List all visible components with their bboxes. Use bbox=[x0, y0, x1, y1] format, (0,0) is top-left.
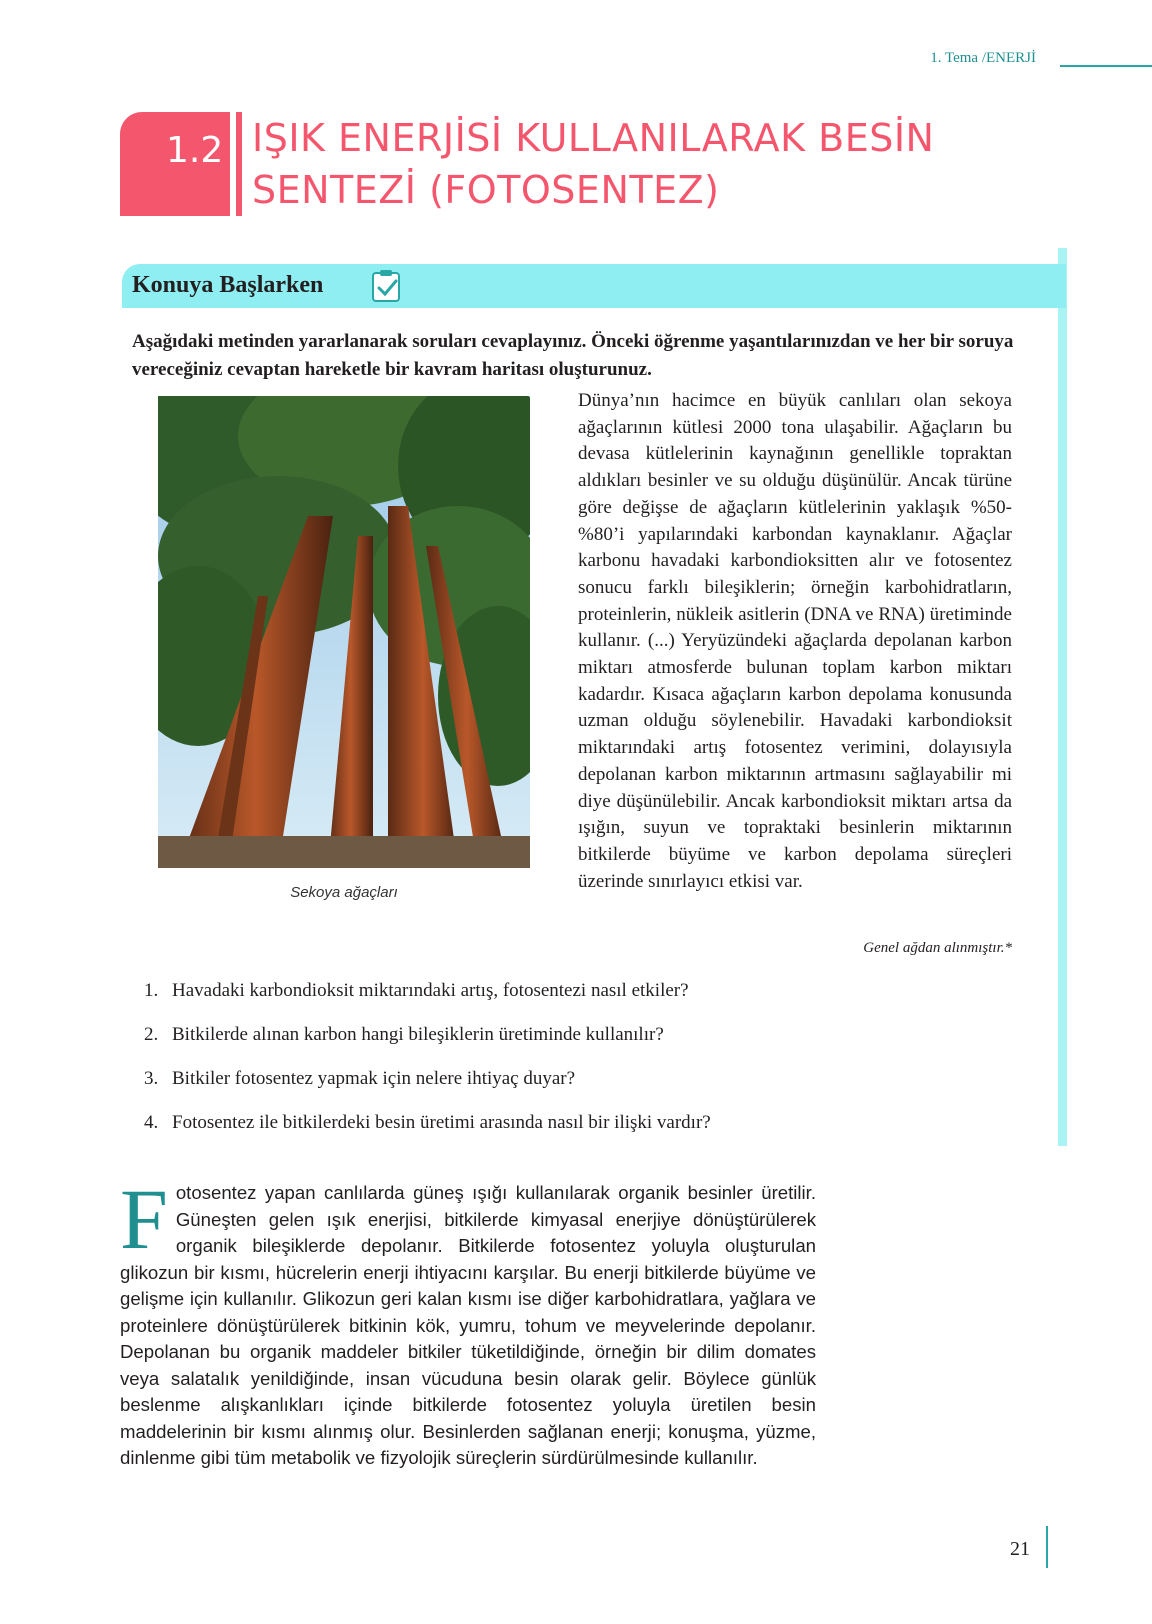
question-list bbox=[144, 980, 1024, 1156]
question-text: Bitkiler fotosentez yapmak için nelere ihtiyaç duyar? bbox=[172, 1068, 576, 1089]
question-number: 4. bbox=[144, 1112, 159, 1133]
reading-passage: Dünya’nın hacimce en büyük canlıları olan sekoya ağaçlarının kütlesi 2000 tona ulaşabilir. Ağaçların bu devasa kütlelerinin kaynağının genellikle topraktan aldıkları besinler ve su olduğu düşünülür. Ancak türüne göre değişse de ağaçların kütlelerinin yaklaşık %50-%80’i yapılarındaki karbondan kaynaklanır. Ağaçlar karbonu havadaki karbondioksitten alır ve fotosentez sonucu farklı bileşiklerin; örneğin karbohidratların, proteinlerin, nükleik asitlerin (DNA ve RNA) üretiminde kullanır. (...) Yeryüzündeki ağaçlarda depolanan karbon miktarı atmosferde bulunan toplam karbon miktarı kadardır. Kısaca ağaçların karbon depolama konusunda uzman olduğu söylenebilir. Havadaki karbondioksit miktarındaki artış fotosentez verimini, dolayısıyla depolanan karbon miktarının artmasını sağlayabilir mi diye düşünülebilir. Ancak karbondioksit miktarı artsa da ışığın, suyun ve topraktaki besinlerin miktarının bitkilerde büyüme ve karbon depolama süreçleri üzerinde sınırlayıcı etkisi var. bbox=[578, 390, 1012, 892]
reading-source: Genel ağdan alınmıştır.* bbox=[863, 940, 1012, 956]
section-title-line1: IŞIK ENERJİSİ KULLANILARAK BESİN bbox=[252, 116, 935, 160]
drop-cap: F bbox=[120, 1171, 168, 1267]
question-item bbox=[144, 1024, 1024, 1068]
page-number-rule bbox=[1046, 1526, 1048, 1568]
section-number: 1.2 bbox=[120, 112, 230, 216]
main-body-text bbox=[120, 1171, 816, 1472]
box-side-rule bbox=[1058, 248, 1067, 1146]
question-number: 3. bbox=[144, 1068, 159, 1089]
sequoia-trees-photo bbox=[158, 396, 530, 868]
question-item bbox=[144, 1068, 1024, 1112]
page-number: 21 bbox=[1010, 1538, 1030, 1560]
photo-caption: Sekoya ağaçları bbox=[290, 884, 398, 901]
section-accent-bar bbox=[236, 112, 242, 216]
clipboard-check-icon bbox=[370, 268, 404, 304]
question-text: Fotosentez ile bitkilerdeki besin üretimi arasında nasıl bir ilişki vardır? bbox=[172, 1112, 711, 1133]
question-text: Havadaki karbondioksit miktarındaki artış, fotosentezi nasıl etkiler? bbox=[172, 980, 689, 1001]
question-number: 2. bbox=[144, 1024, 159, 1045]
main-body-paragraph: otosentez yapan canlılarda güneş ışığı kullanılarak organik besinler üretilir. Güneşten gelen ışık enerjisi, bitkilerde kimyasal enerjiye dönüştürülerek organik bileşiklerde depolanır. Bitkilerde fotosentez yoluyla oluşturulan glikozun bir kısmı, hücrelerin enerji ihtiyacını karşılar. Bu enerji bitkilerde büyüme ve gelişme için kullanılır. Glikozun geri kalan kısmı ise diğer karbohidratlara, yağlara ve proteinlere dönüştürülerek bitkinin kök, yumru, tohum ve meyvelerinde depolanır. Depolanan bu organik maddeler bitkiler tüketildiğinde, örneğin bir dilim domates veya salatalık yenildiğinde, insan vücuduna besin olarak gelir. Böylece günlük beslenme alışkanlıkları içinde bitkilerde fotosentez yoluyla üretilen besin maddelerinin bir kısmı alınmış olur. Besinlerden sağlanan enerji; konuşma, yüzme, dinlenme gibi tüm metabolik ve fizyolojik süreçlerin sürdürülmesinde kullanılır. bbox=[120, 1182, 816, 1468]
question-item bbox=[144, 980, 1024, 1024]
question-item bbox=[144, 1112, 1024, 1156]
question-number: 1. bbox=[144, 980, 159, 1001]
chapter-header: 1. Tema /ENERJİ bbox=[930, 50, 1036, 66]
intro-instructions: Aşağıdaki metinden yararlanarak soruları cevaplayınız. Önceki öğrenme yaşantılarınızdan ve her bir soruya vereceğiniz cevaptan hareketle bir kavram haritası oluşturunuz. bbox=[132, 331, 1014, 380]
question-text: Bitkilerde alınan karbon hangi bileşiklerin üretiminde kullanılır? bbox=[172, 1024, 664, 1045]
konuya-baslarken-label: Konuya Başlarken bbox=[132, 272, 324, 298]
header-rule bbox=[1060, 65, 1152, 67]
section-title bbox=[252, 112, 1052, 216]
section-title-line2: SENTEZİ (FOTOSENTEZ) bbox=[252, 168, 720, 212]
